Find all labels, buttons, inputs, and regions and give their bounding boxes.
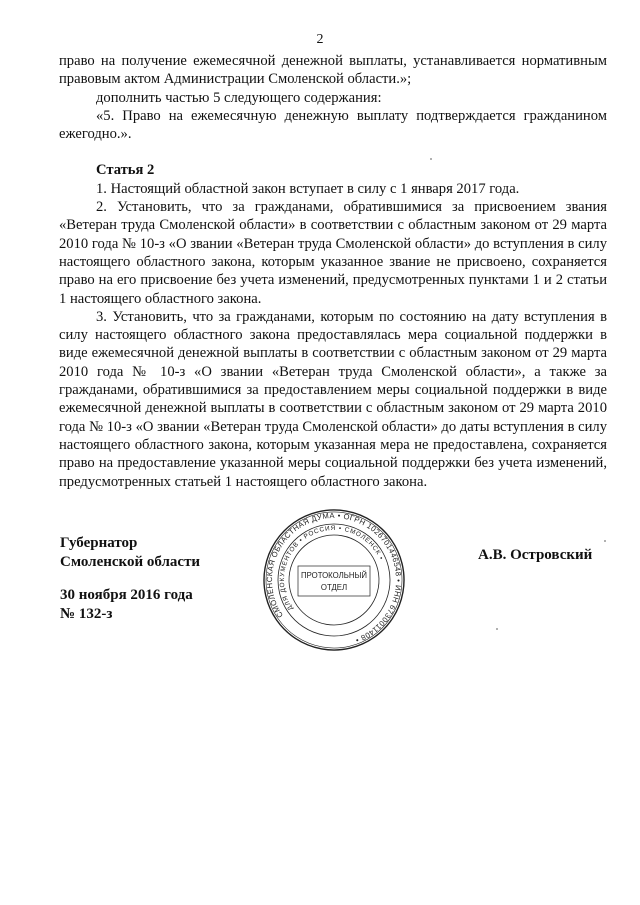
stamp-center-line2: ОТДЕЛ [320,583,348,592]
scan-speck [430,158,432,160]
scan-speck [496,628,498,630]
article-clause-2: 2. Установить, что за гражданами, обратившимися за присвоением звания «Ветеран труда Смоленской области» в соответствии с областным законом от 29 марта 2010 года № 10-з «О звании «Ветеран труда Смоленской области» до вступления в силу настоящего областного закона, которым указанное звание не присвоено, сохраняется право на его присвоение без учета изменений, предусмотренных пунктами 1 и 2 статьи 1 настоящего областного закона. [59,199,607,307]
official-stamp [262,508,406,652]
signatory-title-line1: Губернатор [60,535,138,551]
signatory-name: А.В. Островский [478,547,593,563]
law-date-block [60,586,193,624]
paragraph-amendment-intro: дополнить частью 5 следующего содержания: [96,89,382,106]
stamp-inner-text: ДЛЯ ДОКУМЕНТОВ • РОССИЯ • СМОЛЕНСК • [278,524,385,612]
scan-speck [604,540,606,542]
stamp-center-line1: ПРОТОКОЛЬНЫЙ [301,571,367,580]
article-clause-3: 3. Установить, что за гражданами, которым по состоянию на дату вступления в силу настоящего областного закона предоставлялась мера социальной поддержки в виде ежемесячной денежной выплаты в соответствии с областным законом от 29 марта 2010 года № 10-з «О звании «Ветеран труда Смоленской области», а также за гражданами, обратившимися за предоставлением меры социальной поддержки в виде ежемесячной денежной выплаты в соответствии с областным законом от 29 марта 2010 года № 10-з «О звании «Ветеран труда Смоленской области» до даты вступления в силу настоящего областного закона, которым указанная мера не предоставлена, сохраняется право на предоставление указанной меры социальной поддержки без учета изменений, предусмотренных статьей 1 настоящего областного закона. [59,308,607,490]
paragraph-amendment-part5: «5. Право на ежемесячную денежную выплату подтверждается гражданином ежегодно.». [59,107,607,143]
law-date: 30 ноября 2016 года [60,587,193,603]
article-heading: Статья 2 [96,162,155,179]
signatory-title [60,534,200,572]
paragraph-continuation: право на получение ежемесячной денежной выплаты, устанавливается нормативным правовым актом Администрации Смоленской области.»; [59,53,607,88]
document-body [59,52,607,491]
law-number: № 132-з [60,606,113,622]
page-number: 2 [316,32,324,47]
article-clause-1: 1. Настоящий областной закон вступает в силу с 1 января 2017 года. [96,180,520,197]
signatory-title-line2: Смоленской области [60,554,201,570]
stamp-outer-text: СМОЛЕНСКАЯ ОБЛАСТНАЯ ДУМА • ОГРН 1026701446548 • ИНН 6730011408 • [264,510,404,645]
